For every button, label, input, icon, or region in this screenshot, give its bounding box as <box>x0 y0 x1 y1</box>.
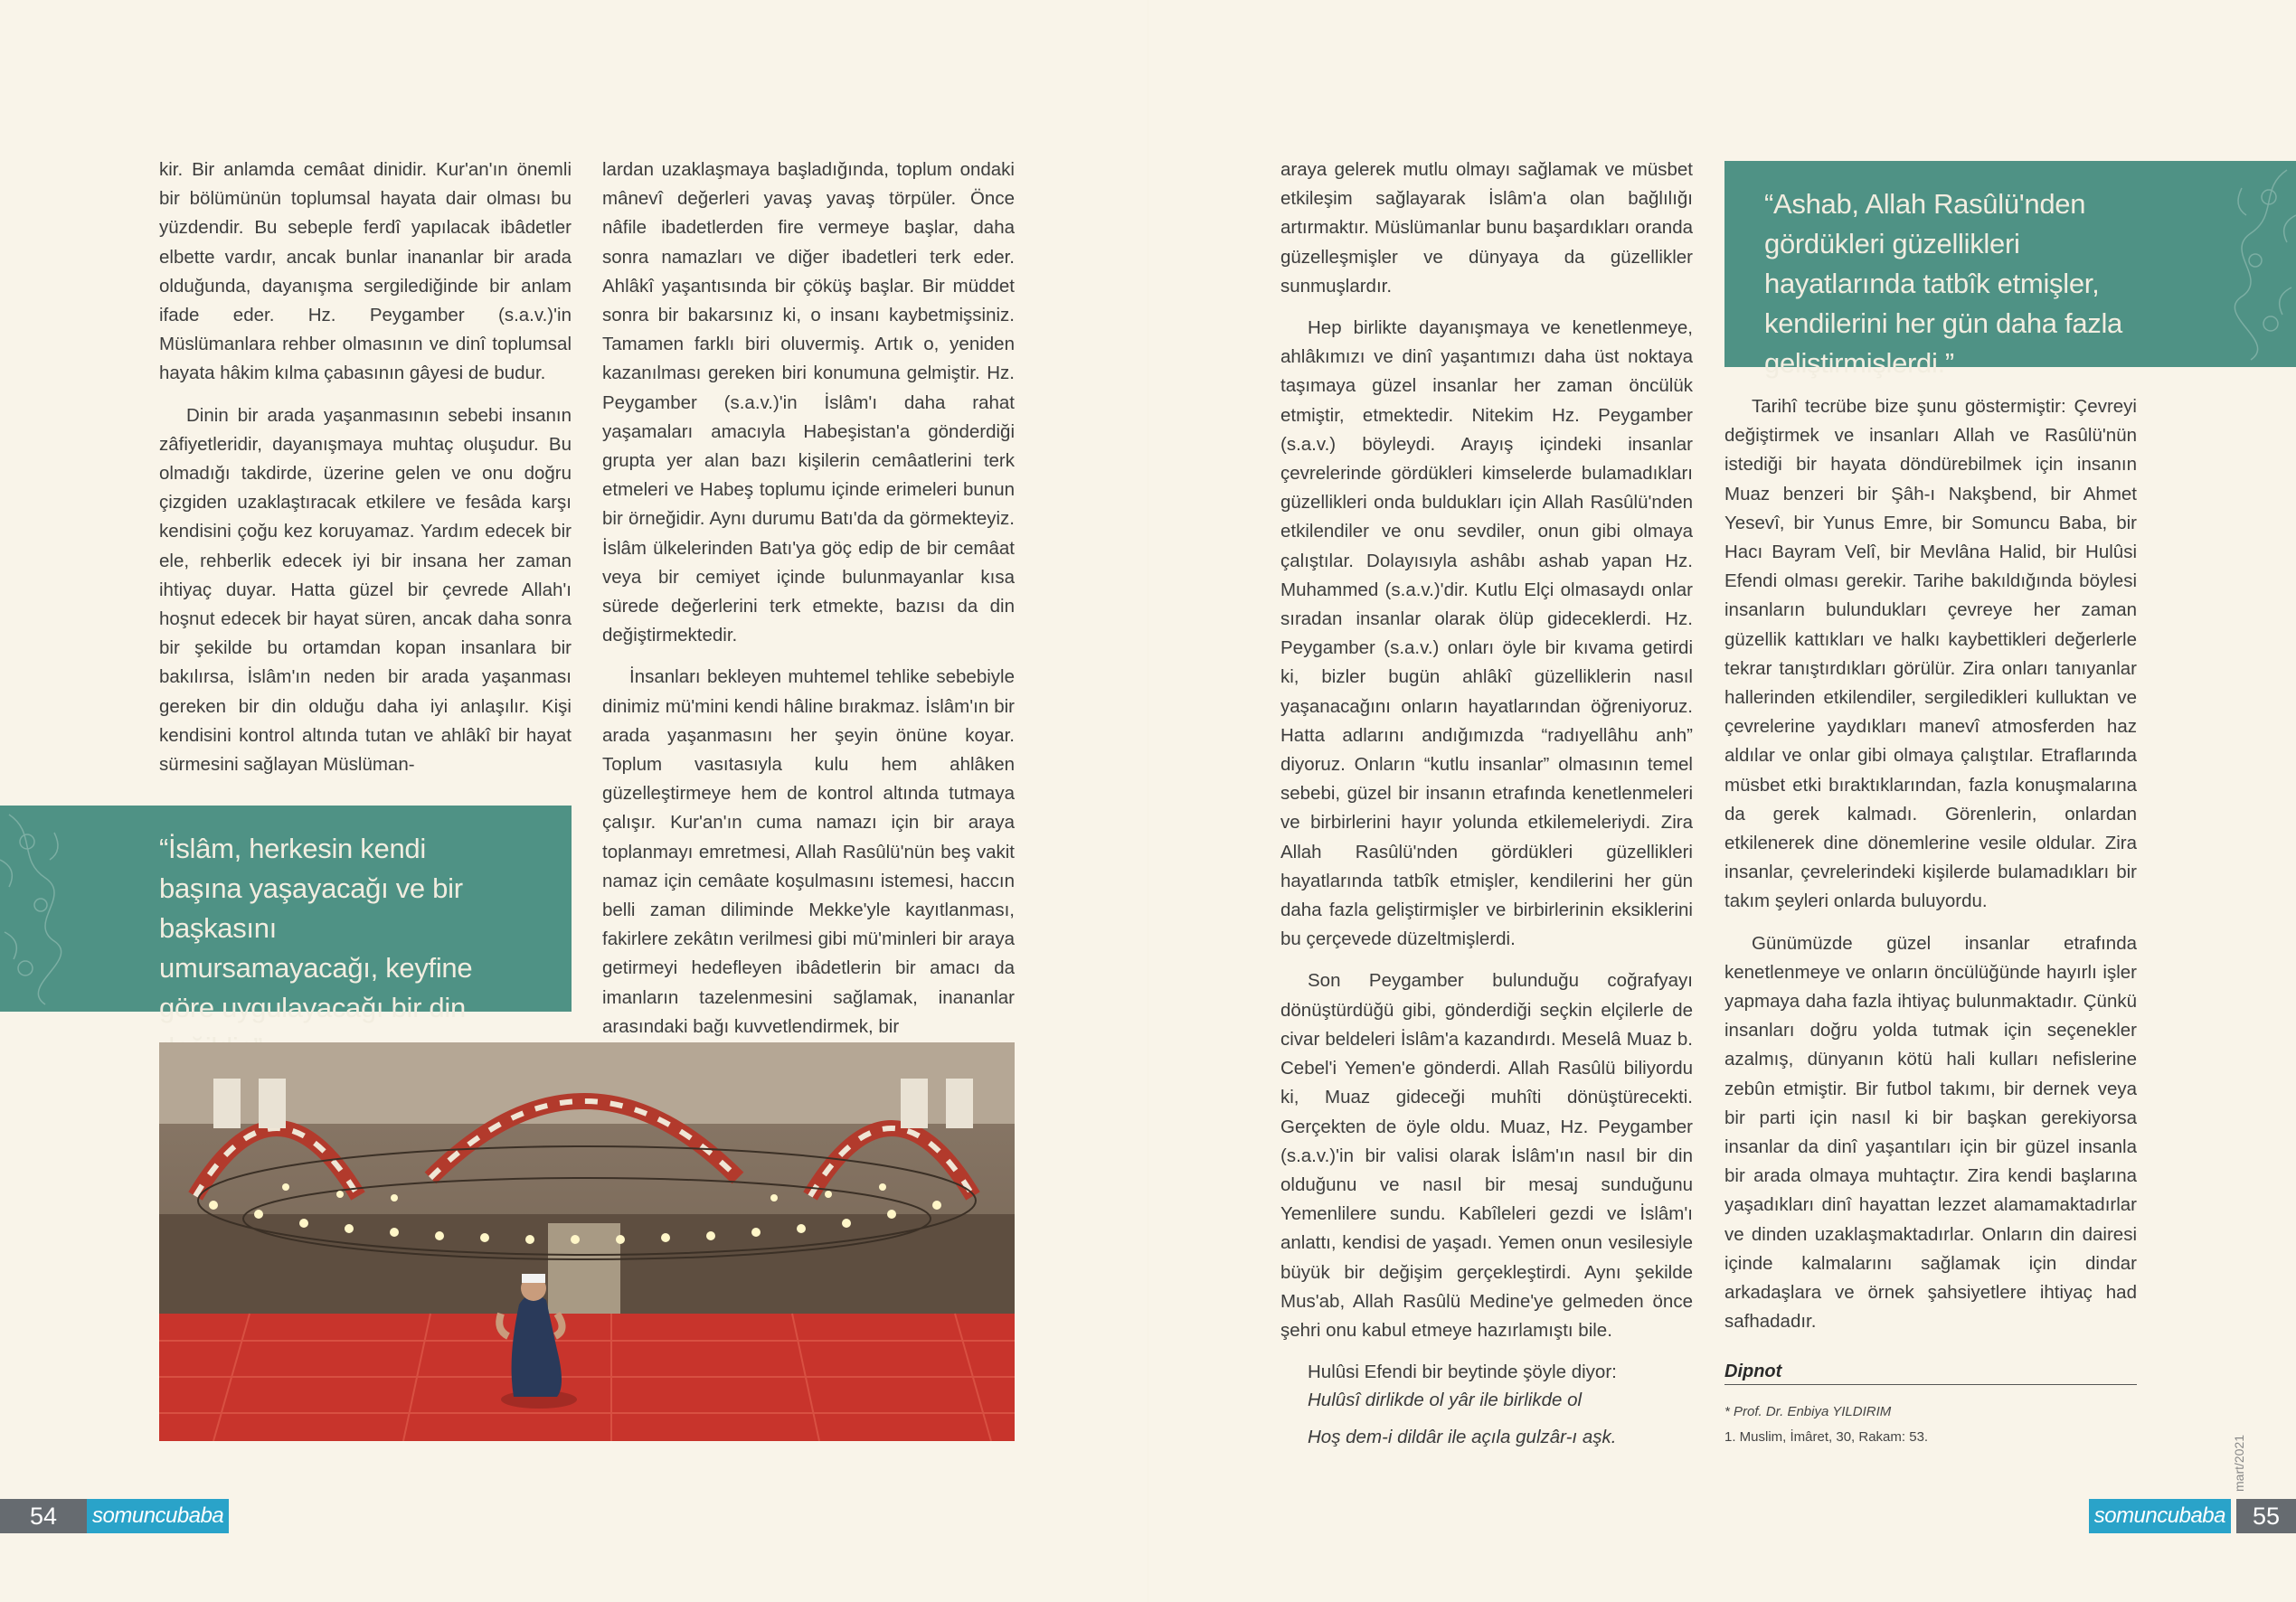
page-number: 55 <box>2236 1499 2296 1533</box>
floral-ornament-icon <box>2224 161 2296 367</box>
paragraph: Tarihî tecrübe bize şunu göstermiştir: Çevreyi değiştirmek ve insanları Allah ve Rasûlü'nün istediği bir hayata döndürebilmek için insanın Muaz benzeri bir Şâh-ı Nakşbend, bir Ahmet Yesevî, bir Yunus Emre, bir Somuncu Baba, bir Hacı Bayram Velî, bir Mevlâna Halid, bir Hulûsi Efendi olması gerekir. Tarihe bakıldığında böylesi insanların bulundukları çevreye her zaman güzellik kattıkları ve halkı kaybettikleri değerlerle tekrar tanıştırdıkları görülür. Zira onları tanıyanlar hallerinden etkilendiler, sergiledikleri kulluktan ve çevrelerine yaydıkları manevî atmosferden haz aldılar ve onlar gibi olmaya çalıştılar. Etraflarında müsbet etki bıraktıklarından, fazla konuşmalarına da gerek kalmadı. Görenlerin, onlardan etkilenerek dine dönemlerine vesile oldular. Zira insanlar, çevrelerindeki kişilerde bulamadıkları bir takım şeyleri onlarda buluyordu. <box>1724 396 2137 912</box>
floral-ornament-icon <box>0 806 72 1012</box>
footnote-1: 1. Muslim, İmâret, 30, Rakam: 53. <box>1724 1429 1929 1445</box>
footnotes <box>1724 1399 1928 1450</box>
footnote-heading: Dipnot <box>1724 1362 2137 1385</box>
paragraph: Hep birlikte dayanışmaya ve kenetlenmeye, ahlâkımızı ve dinî yaşantımızı daha üst noktaya taşımaya güzel insanlar her zaman öncülük etmiştir, etmektedir. Nitekim Hz. Peygamber (s.a.v.) böyleydi. Arayış içindeki insanlar çevrelerinde gördükleri kimselerde bulamadıkları güzellikleri onda buldukları için Allah Rasûlü'nden etkilendiler ve onu sevdiler, onun gibi olmaya çalıştılar. Dolayısıyla ashâbı ashab yapan Hz. Muhammed (s.a.v.)'dir. Kutlu Elçi olmasaydı onlar sıradan insanlar olarak ölüp gideceklerdi. Hz. Peygamber (s.a.v.) onları öyle bir kıvama getirdi ki, bizler bugün ahlâkî güzelliklerin nasıl yaşanacağını onların hayatlarından öğreniyoruz. Hatta adlarını andığımızda “radıyellâhu anh” diyoruz. Onların “kutlu insanlar” olmasının temel sebebi, güzel bir insanın etrafında kenetlenmeleri ve birbirlerini hayır yolunda etkilemeleriydi. Zira Allah Rasûlü'nden gördükleri güzellikleri hayatlarında tatbîk etmişler, kendilerini her gün daha fazla geliştirmişler ve birbirlerinin eksiklerini bu çerçevede düzeltmişlerdi. <box>1280 317 1693 950</box>
pull-quote-left <box>0 806 572 1023</box>
paragraph: Dinin bir arada yaşanmasının sebebi insanın zâfiyetleridir, dayanışmaya muhtaç oluşudur. Bu olmadığı takdirde, üzerine gelen ve onu doğru çizgiden uzaklaştıracak etkilere ve fesâda karşı kendisini çoğu kez koruyamaz. Yardım edecek bir ele, rehberlik edecek iyi bir insana her zaman ihtiyaç duyar. Hatta güzel bir çevrede Allah'ı hoşnut edecek bir hayat süren, ancak daha sonra bir şekilde bu ortamdan kopan insanlara bir bakılırsa, İslâm'ın neden bir arada yaşanması gereken bir din olduğu daha iyi anlaşılır. Kişi kendisini kontrol altında tutan ve ahlâkî bir hayat sürmesini sağlayan Müslüman- <box>159 404 572 776</box>
paragraph: araya gelerek mutlu olmayı sağlamak ve müsbet etkileşim sağlayarak İslâm'a olan bağlılığı artırmaktır. Müslümanlar bunu başardıkları oranda güzelleşmişler ve dünyaya da güzellikler sunmuşlardır. <box>1280 159 1693 297</box>
paragraph: Son Peygamber bulunduğu coğrafyayı dönüştürdüğü gibi, gönderdiği seçkin elçilerle de civar beldeleri İslâm'a kazandırdı. Meselâ Muaz b. Cebel'i Yemen'e gönderdi. Allah Rasûlü biliyordu ki, Muaz gideceği muhîti dönüştürecekti. Gerçekten de öyle oldu. Muaz, Hz. Peygamber (s.a.v.)'in bir valisi olarak İslâm'ın nasıl bir din olduğunu ve nasıl bir mesaj sunduğunu Yemenlilere sundu. Kabîleleri gezdi ve İslâm'ı anlattı, kendisi de yaşadı. Yemen onun vesilesiyle büyük bir değişim gerçekleştirdi. Aynı şekilde Mus'ab, Allah Rasûlü Medine'ye gelmeden önce şehri onu kabul etmeye hazırlamıştı bile. <box>1280 970 1693 1341</box>
quote-text: “İslâm, herkesin kendi başına yaşayacağı ve bir başkasını umursamayacağı, keyfine göre uygulayacağı bir din <box>159 833 473 1023</box>
footer-left <box>0 1499 229 1533</box>
column-4 <box>1724 392 2137 1337</box>
pull-quote-right <box>1724 161 2296 379</box>
issue-date: mart/2021 <box>2232 1434 2246 1492</box>
poem-line: Hulûsî dirlikde ol yâr ile birlikde ol <box>1308 1390 1583 1410</box>
author-note: * Prof. Dr. Enbiya YILDIRIM <box>1724 1404 1892 1419</box>
column-1 <box>159 155 572 779</box>
page-number: 54 <box>0 1499 87 1533</box>
footer-right <box>2089 1499 2296 1533</box>
paragraph: kir. Bir anlamda cemâat dinidir. Kur'an'ın önemli bir bölümünün toplumsal hayata dair olması bu yüzdendir. Bu sebeple ferdî yapılacak ibâdetler elbette vardır, ancak bunlar inananlar bir arada olduğunda, dayanışma sergilediğinde bir anlam ifade eder. Hz. Peygamber (s.a.v.)'in Müslümanlara rehber olmasının ve dinî toplumsal hayata hâkim kılma çabasının gâyesi de budur. <box>159 159 572 384</box>
column-3 <box>1280 155 1693 1387</box>
mosque-prayer-photo <box>159 1042 1015 1441</box>
paragraph: Günümüzde güzel insanlar etrafında kenetlenmeye ve onların öncülüğünde hayırlı işler yapmaya daha fazla ihtiyaç bulunmaktadır. Çünkü insanları doğru yolda tutmak için seçenekler azalmış, dünyanın kötü hali kulları nefislerine zebûn etmiştir. Bir futbol takımı, bir dernek veya bir parti için nasıl ki bir başkan gerekiyorsa insanlar da dinî yaşantıları için bir güzel insanla bir arada olmaya muhtaçtır. Zira kendi başlarına yaşadıkları dinî hayattan lezzet alamamaktadırlar ve dinden uzaklaşmaktadırlar. Onların din dairesi içinde kalmalarını sağlamak için dindar arkadaşlara ve örnek şahsiyetlere ihtiyaç had safhadadır. <box>1724 932 2137 1333</box>
paragraph: İnsanları bekleyen muhtemel tehlike sebebiyle dinimiz mü'mini kendi hâline bırakmaz. İslâm'ın bir arada yaşanmasını her şeyin önüne koyar. Toplum vasıtasıyla kulu hem ahlâken güzelleştirmeye hem de kontrol altında tutmaya çalışır. Kur'an'ın cuma namazı için bir araya toplanmayı emretmesi, Allah Rasûlü'nün beş vakit namaz için cemâate koşulmasını istemesi, haccın belli zaman diliminde Mekke'yle kayıtlanması, fakirlere zekâtın verilmesi gibi mü'minleri bir araya getirmeyi hedefleyen ibâdetlerin bir amacı da imanların tazelenmesini sağlamak, inananlar arasındaki bağı kuvvetlendirmek, bir <box>602 666 1015 1037</box>
paragraph: Hulûsi Efendi bir beytinde şöyle diyor: <box>1308 1362 1617 1383</box>
paragraph: lardan uzaklaşmaya başladığında, toplum ondaki mânevî değerleri yavaş yavaş törpüler. Önce nâfile ibadetlerden fire vermeye başlar, daha sonra namazları ve diğer ibadetleri terk eder. Ahlâkî yaşantısında bir çöküş başlar. Bir müddet sonra bir bakarsınız ki, o insanı kaybetmişsiniz. Tamamen farklı biri oluvermiş. Artık o, yeniden kazanılması gereken biri konumuna gelmiştir. Hz. Peygamber (s.a.v.)'in İslâm'ı daha rahat yaşamaları amacıyla Habeşistan'a gönderdiği grupta yer alan bazı kişilerin cemâatlerini terk etmeleri ve Habeş toplumu içinde erimeleri bunun bir örneğidir. Aynı durumu Batı'da da görmekteyiz. İslâm ülkelerinden Batı'ya göç edip de bir cemâat veya bir cemiyet içinde bulunmayanlar kısa sürede değerlerini terk etmekte, bazısı da din değiştirmektedir. <box>602 159 1015 646</box>
poem <box>1308 1381 1616 1456</box>
column-2 <box>602 155 1015 1041</box>
brand-logo: somuncubaba <box>2089 1499 2231 1533</box>
poem-line: Hoş dem-i dildâr ile açıla gulzâr-ı aşk. <box>1308 1427 1617 1447</box>
quote-text: “Ashab, Allah Rasûlü'nden gördükleri güzellikleri hayatlarında tatbîk etmişler, kendilerini her gün daha fazla geliştirmişlerdi.” <box>1764 188 2122 379</box>
brand-logo: somuncubaba <box>87 1499 229 1533</box>
